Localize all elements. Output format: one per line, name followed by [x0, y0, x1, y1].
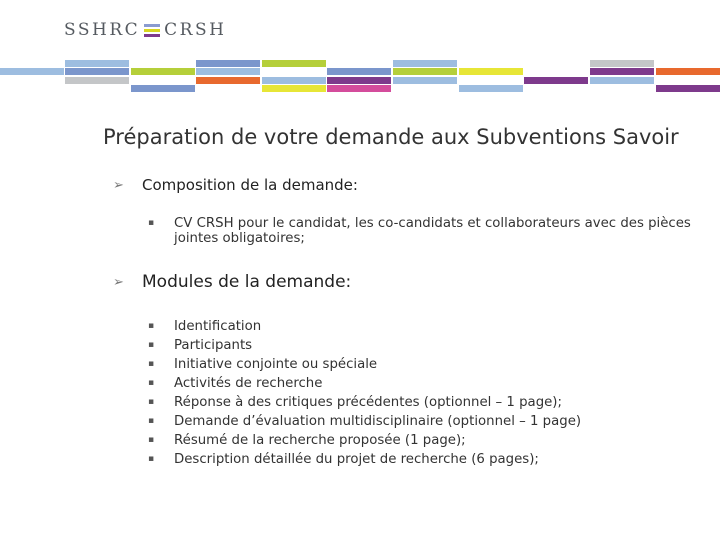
color-bar: [131, 85, 195, 92]
color-bar: [656, 68, 720, 75]
arrow-bullet-icon: ➢: [113, 177, 124, 193]
arrow-bullet-icon: ➢: [113, 274, 124, 290]
color-bar: [196, 60, 260, 67]
list-item-text: Résumé de la recherche proposée (1 page);: [174, 433, 466, 448]
color-bar: [196, 68, 260, 75]
color-bar: [262, 77, 326, 84]
list-item-text: Activités de recherche: [174, 376, 323, 391]
section-composition: [113, 176, 358, 194]
color-bar: [590, 68, 654, 75]
list-item: [148, 317, 581, 336]
logo: [64, 20, 226, 40]
square-bullet-icon: ▪: [148, 454, 155, 464]
section-heading: Composition de la demande:: [142, 176, 358, 194]
color-bar: [65, 77, 129, 84]
square-bullet-icon: ▪: [148, 359, 155, 369]
color-bar: [65, 68, 129, 75]
color-bar: [262, 85, 326, 92]
color-bar: [393, 68, 457, 75]
list-item-text: Participants: [174, 338, 253, 353]
list-item-text: Demande d’évaluation multidisciplinaire (optionnel – 1 page): [174, 414, 582, 429]
list-item: [148, 431, 581, 450]
color-bar: [0, 68, 64, 75]
modules-list: [148, 317, 581, 469]
color-bar: [131, 68, 195, 75]
list-item-text: Réponse à des critiques précédentes (optionnel – 1 page);: [174, 395, 562, 410]
list-item: [148, 216, 694, 246]
color-bar: [327, 77, 391, 84]
color-bar: [590, 60, 654, 67]
list-item: [148, 374, 581, 393]
section-modules: [113, 272, 351, 292]
list-item: [148, 412, 581, 431]
color-bar: [262, 60, 326, 67]
color-bar: [459, 85, 523, 92]
square-bullet-icon: ▪: [148, 321, 155, 331]
square-bullet-icon: ▪: [148, 378, 155, 388]
square-bullet-icon: ▪: [148, 218, 155, 228]
square-bullet-icon: ▪: [148, 435, 155, 445]
section-heading: Modules de la demande:: [142, 272, 352, 292]
list-item: [148, 355, 581, 374]
color-bar: [590, 77, 654, 84]
color-bar: [196, 77, 260, 84]
color-bar: [393, 60, 457, 67]
square-bullet-icon: ▪: [148, 397, 155, 407]
list-item: [148, 336, 581, 355]
color-bar: [327, 85, 391, 92]
list-item: [148, 393, 581, 412]
color-bar: [65, 60, 129, 67]
color-bar: [656, 85, 720, 92]
decorative-color-bars: [0, 58, 720, 94]
list-item-text: Initiative conjointe ou spéciale: [174, 357, 378, 372]
logo-mark-icon: [144, 24, 160, 37]
list-item-text: Identification: [174, 319, 262, 334]
logo-text-sshrc: SSHRC: [64, 20, 141, 40]
color-bar: [393, 77, 457, 84]
list-item-text: CV CRSH pour le candidat, les co-candidats et collaborateurs avec des pièces jointes obligatoires;: [174, 216, 691, 246]
square-bullet-icon: ▪: [148, 340, 155, 350]
logo-text-crsh: CRSH: [164, 20, 227, 40]
square-bullet-icon: ▪: [148, 416, 155, 426]
color-bar: [327, 68, 391, 75]
color-bar: [459, 68, 523, 75]
composition-list: [148, 216, 694, 246]
page-title: Préparation de votre demande aux Subventions Savoir: [103, 125, 679, 149]
color-bar: [524, 77, 588, 84]
list-item: [148, 450, 581, 469]
list-item-text: Description détaillée du projet de recherche (6 pages);: [174, 452, 539, 467]
